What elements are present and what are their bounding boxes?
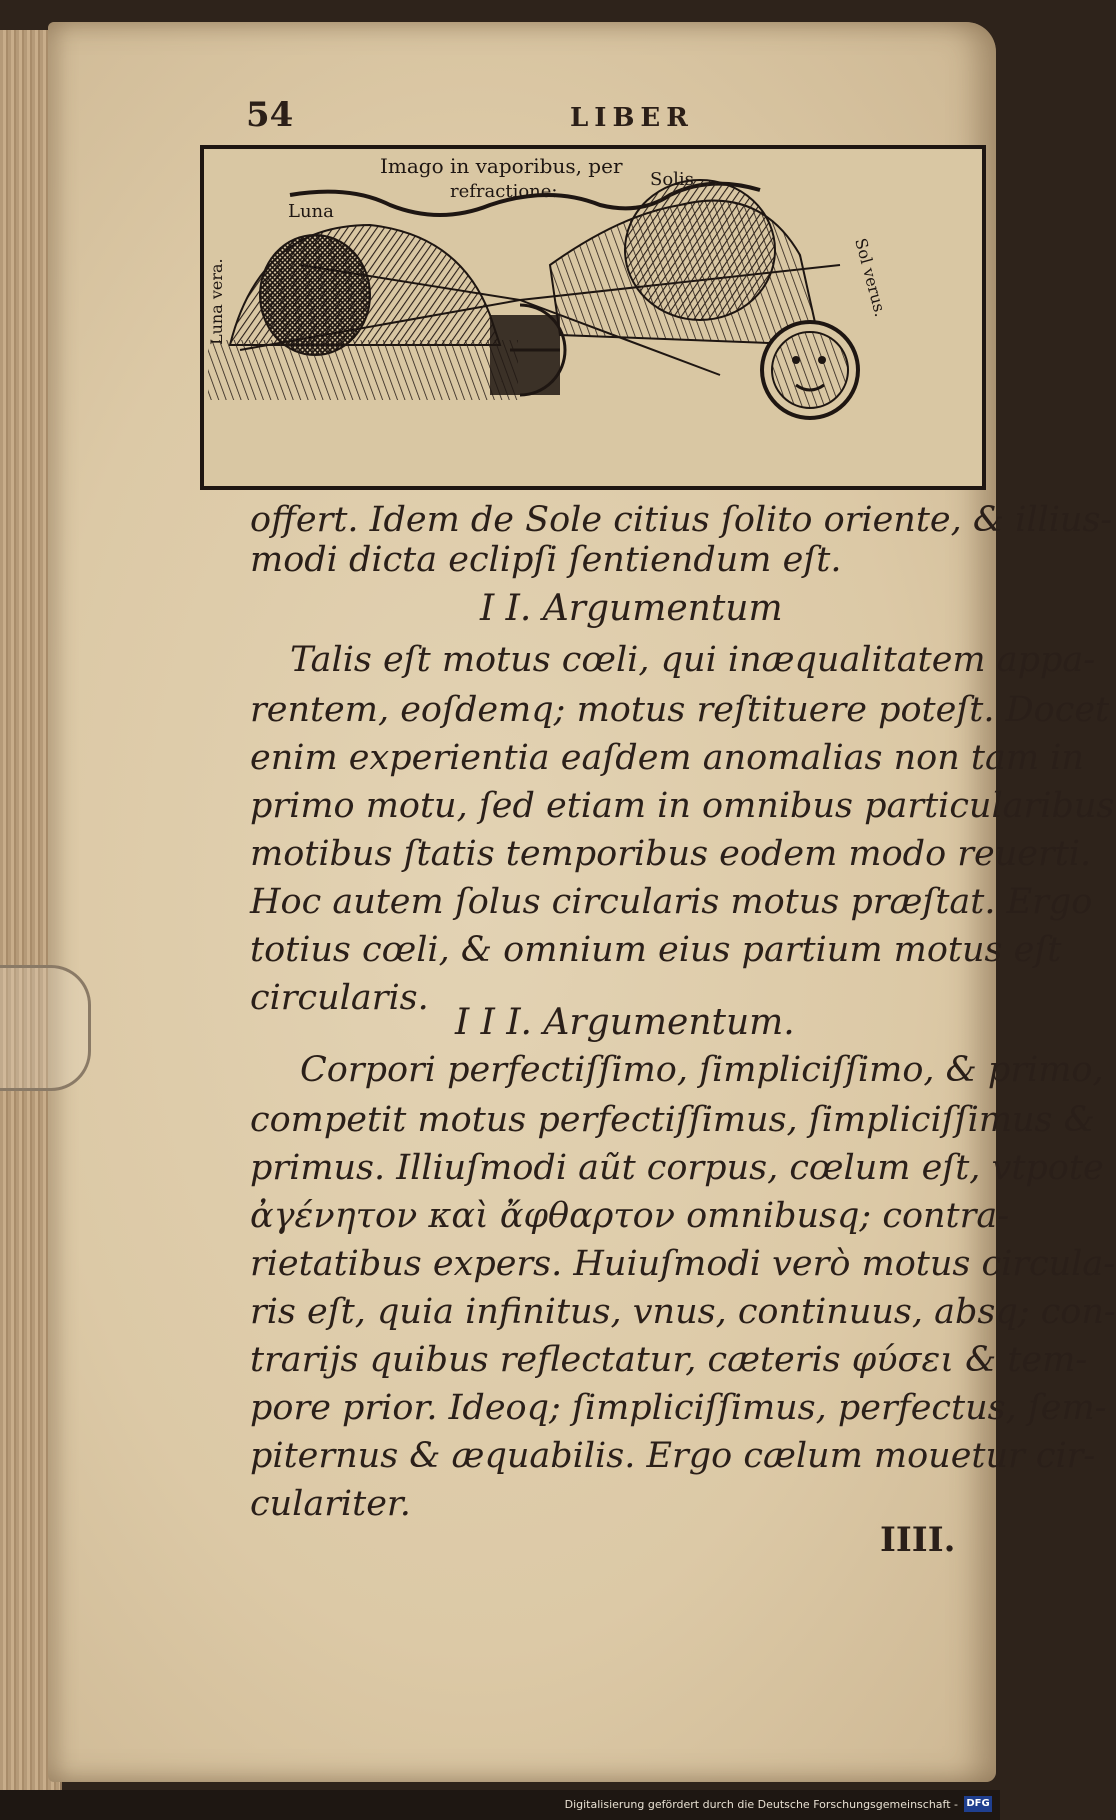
label-sol-verus: Sol verus. <box>851 236 891 319</box>
body-line: ris eſt, quia infinitus, vnus, continuus, absq; con- <box>250 1292 1116 1332</box>
body-line: trarijs quibus reflectatur, cæteris φύσει & tem- <box>250 1340 1088 1380</box>
body-line: Talis eſt motus cœli, qui inæqualitatem appa- <box>290 640 1096 680</box>
body-line: totius cœli, & omnium eius partium motus eſt <box>250 930 1062 970</box>
caption-line-1: Imago in vaporibus, per <box>380 154 623 178</box>
caption-line-2: refractione: <box>450 181 558 202</box>
body-line: Hoc autem ſolus circularis motus præſtat. Ergo <box>250 882 1093 922</box>
dfg-logo: DFG <box>964 1796 992 1812</box>
running-head: LIBER <box>570 103 694 133</box>
body-line: rietatibus expers. Huiuſmodi verò motus circula- <box>250 1244 1116 1284</box>
label-luna: Luna <box>288 201 334 222</box>
section-heading-iii: I I I. Argumentum. <box>455 1002 795 1043</box>
page-number: 54 <box>246 95 294 135</box>
page-clip <box>0 965 91 1091</box>
body-line: culariter. <box>250 1484 411 1524</box>
catchword: IIII. <box>880 1520 956 1560</box>
label-solis: Solis <box>650 169 694 190</box>
body-line: piternus & æquabilis. Ergo cælum mouetur cir- <box>250 1436 1096 1476</box>
label-luna-vera: Luna vera. <box>207 258 226 345</box>
digitization-credit: Digitalisierung gefördert durch die Deutsche Forschungsgemeinschaft - <box>564 1798 958 1811</box>
body-line: ἀγένητον καὶ ἄφθαρτον omnibusq; contra- <box>250 1196 1010 1236</box>
horizon-band <box>208 340 518 400</box>
body-line: Corpori perfectiſſimo, ſimpliciſſimo, & primo, <box>300 1050 1104 1090</box>
body-line: circularis. <box>250 978 429 1018</box>
body-line: primo motu, ſed etiam in omnibus particularibus <box>250 786 1115 826</box>
body-line: enim experientia eaſdem anomalias non tam in <box>250 738 1084 778</box>
body-line: competit motus perfectiſſimus, ſimpliciſſimus & <box>250 1100 1095 1140</box>
body-line: primus. Illiuſmodi aũt corpus, cœlum eſt, vtpote <box>250 1148 1104 1188</box>
section-heading-ii: I I. Argumentum <box>480 588 783 629</box>
body-line: rentem, eoſdemq; motus reſtituere poteſt. Docet <box>250 690 1110 730</box>
body-line: modi dicta eclipſi ſentiendum eſt. <box>250 540 842 580</box>
body-line: pore prior. Ideoq; ſimpliciſſimus, perfectus, ſem- <box>250 1388 1107 1428</box>
image-sun <box>625 180 775 320</box>
body-line: offert. Idem de Sole citius ſolito oriente, & illius- <box>250 500 1113 540</box>
body-line: motibus ſtatis temporibus eodem modo reuerti. <box>250 834 1092 874</box>
woodcut-illustration <box>200 145 986 490</box>
